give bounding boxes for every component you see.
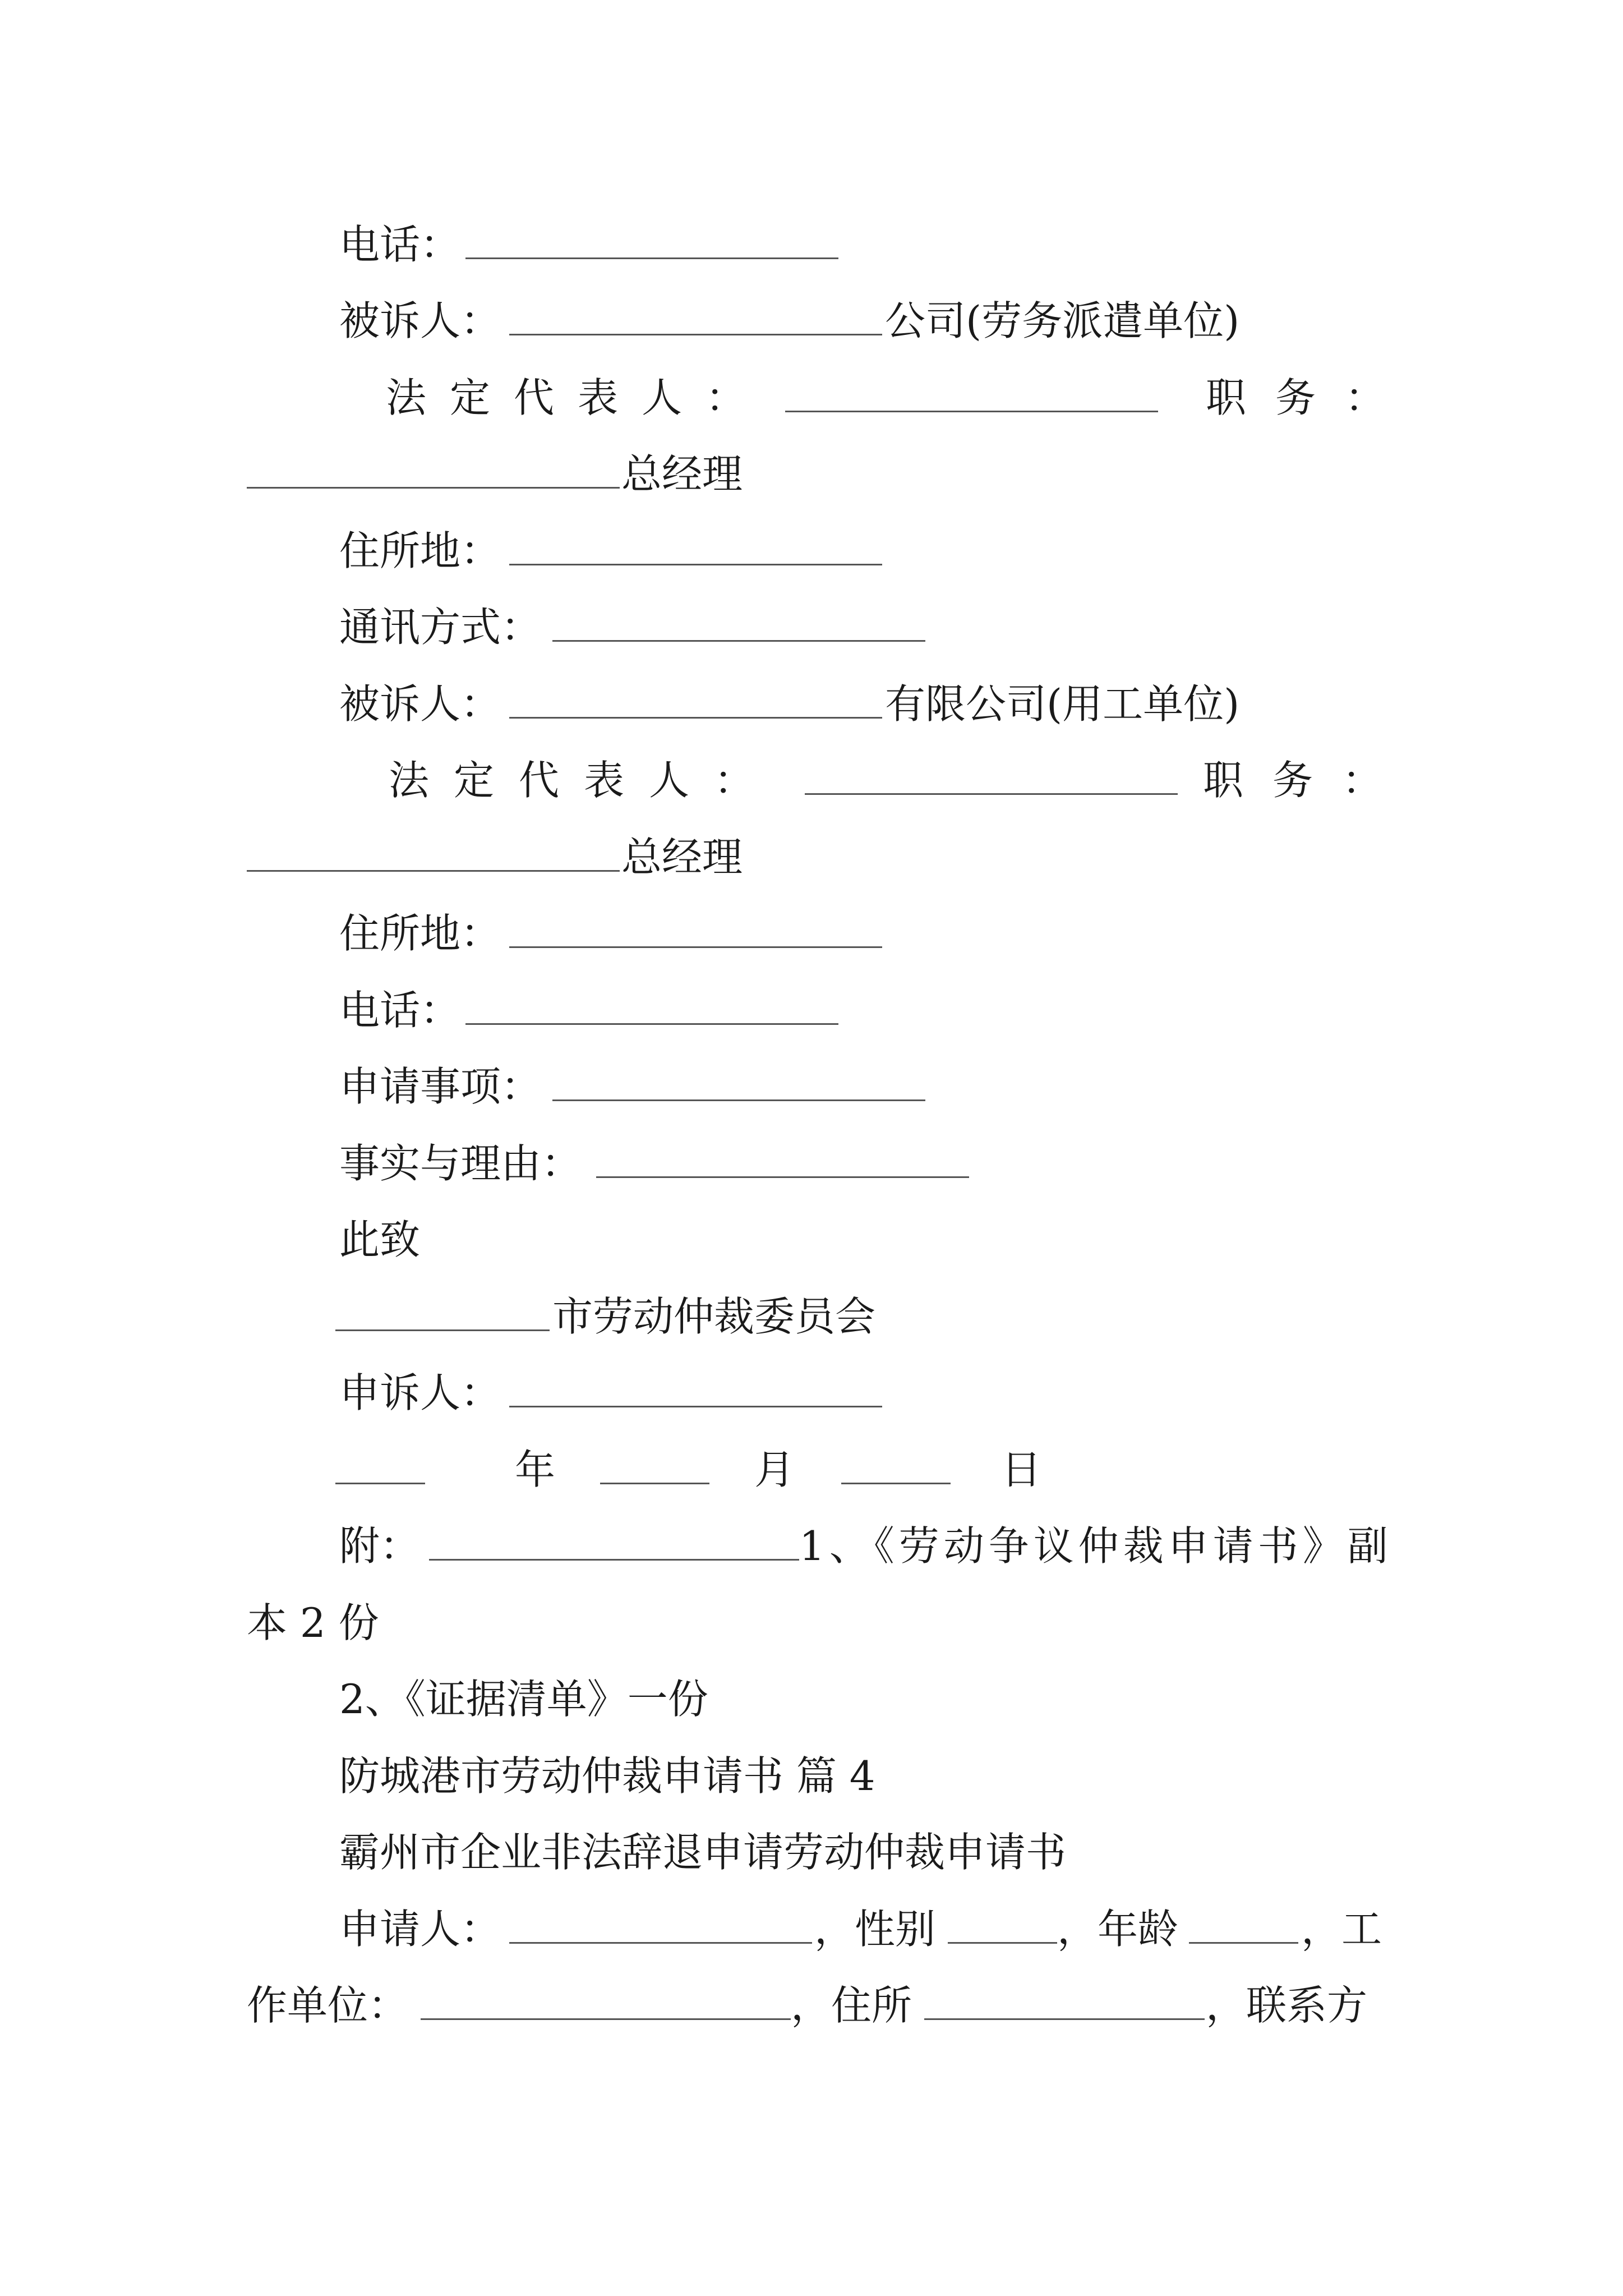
year-label: 年 (515, 1446, 556, 1493)
day-label: 日 (1001, 1446, 1042, 1493)
residence-blank[interactable] (924, 2018, 1205, 2020)
respondent-1-suffix: 公司(劳务派遣单位) (885, 297, 1240, 344)
claims-blank[interactable] (552, 1099, 925, 1101)
address-2-label: 住所地： (339, 910, 501, 957)
salutation-text: 此致 (339, 1216, 421, 1263)
position-2-blank[interactable] (247, 870, 620, 872)
address-1-label: 住所地： (339, 527, 501, 574)
facts-label: 事实与理由： (339, 1140, 582, 1187)
legal-rep-1-blank[interactable] (785, 411, 1158, 412)
legal-rep-1-line (0, 367, 1623, 429)
attachment-line (0, 1515, 1623, 1577)
contact-label: ，联系方 (1206, 1982, 1368, 2029)
facts-blank[interactable] (596, 1176, 969, 1178)
position-1-value: 总经理 (621, 450, 743, 498)
committee-name: 市劳动仲裁委员会 (552, 1293, 876, 1340)
gender-blank[interactable] (948, 1942, 1057, 1944)
legal-rep-1-label: 法定代表人： (386, 374, 770, 421)
respondent-2-line (0, 673, 1623, 735)
phone-line (0, 214, 1623, 275)
document-title-line (0, 1821, 1623, 1883)
legal-rep-2-label: 法定代表人： (389, 757, 780, 804)
facts-line (0, 1133, 1623, 1194)
date-line (0, 1439, 1623, 1501)
position-2-line (0, 826, 1623, 888)
address-1-blank[interactable] (509, 564, 882, 565)
position-1-line (0, 443, 1623, 505)
respondent-2-suffix: 有限公司(用工单位) (885, 680, 1240, 728)
respondent-1-line (0, 290, 1623, 352)
applicant-label: 申请人： (339, 1906, 501, 1953)
month-blank[interactable] (600, 1483, 709, 1484)
claims-line (0, 1056, 1623, 1117)
position-2-value: 总经理 (621, 834, 743, 881)
phone-2-line (0, 979, 1623, 1041)
attachment-item-2: 2、《证据清单》一份 (339, 1676, 708, 1723)
address-2-blank[interactable] (509, 946, 882, 948)
contact-1-blank[interactable] (552, 640, 925, 642)
gender-label: ，性别 (814, 1906, 936, 1953)
respondent-2-label: 被诉人： (339, 680, 501, 728)
respondent-2-blank[interactable] (509, 717, 882, 719)
address-2-line (0, 903, 1623, 964)
contact-1-line (0, 596, 1623, 658)
age-label: ，年龄 (1057, 1906, 1179, 1953)
committee-line (0, 1286, 1623, 1347)
position-2-label: 职务： (1203, 757, 1412, 804)
position-1-label: 职务： (1206, 374, 1415, 421)
workplace-label-start: ，工 (1301, 1906, 1382, 1953)
day-blank[interactable] (841, 1483, 951, 1484)
attachment-item-2-line (0, 1668, 1623, 1730)
month-label: 月 (754, 1446, 795, 1493)
position-1-blank[interactable] (247, 487, 620, 489)
attachment-blank[interactable] (429, 1559, 799, 1561)
workplace-line (0, 1975, 1623, 2036)
respondent-1-blank[interactable] (509, 334, 882, 335)
phone-2-label: 电话： (339, 987, 461, 1034)
residence-label: ，住所 (791, 1982, 912, 2029)
attachment-cont-line (0, 1592, 1623, 1654)
attachment-item-1-cont: 本 2 份 (247, 1599, 379, 1646)
applicant-line (0, 1898, 1623, 1960)
applicant-name-blank[interactable] (509, 1942, 812, 1944)
phone-2-blank[interactable] (465, 1023, 838, 1025)
respondent-1-label: 被诉人： (339, 297, 501, 344)
year-blank[interactable] (335, 1483, 425, 1484)
applicant-sign-line (0, 1362, 1623, 1424)
phone-blank[interactable] (465, 257, 838, 259)
applicant-sign-label: 申诉人： (339, 1369, 501, 1416)
section-title: 防城港市劳动仲裁申请书 篇 4 (339, 1752, 875, 1800)
contact-1-label: 通讯方式： (339, 604, 542, 651)
attachment-label: 附： (339, 1522, 421, 1570)
workplace-label: 作单位： (247, 1982, 409, 2029)
legal-rep-2-line (0, 749, 1623, 811)
legal-rep-2-blank[interactable] (805, 793, 1178, 795)
workplace-blank[interactable] (421, 2018, 791, 2020)
document-title: 霸州市企业非法辞退申请劳动仲裁申请书 (339, 1829, 1067, 1876)
address-1-line (0, 520, 1623, 582)
phone-label: 电话： (339, 221, 461, 268)
claims-label: 申请事项： (339, 1063, 542, 1110)
city-blank[interactable] (335, 1329, 550, 1331)
attachment-item-1: 1、《劳动争议仲裁申请书》副 (799, 1522, 1393, 1570)
applicant-sign-blank[interactable] (509, 1406, 882, 1407)
salutation-line (0, 1209, 1623, 1271)
section-title-line (0, 1745, 1623, 1807)
age-blank[interactable] (1189, 1942, 1298, 1944)
